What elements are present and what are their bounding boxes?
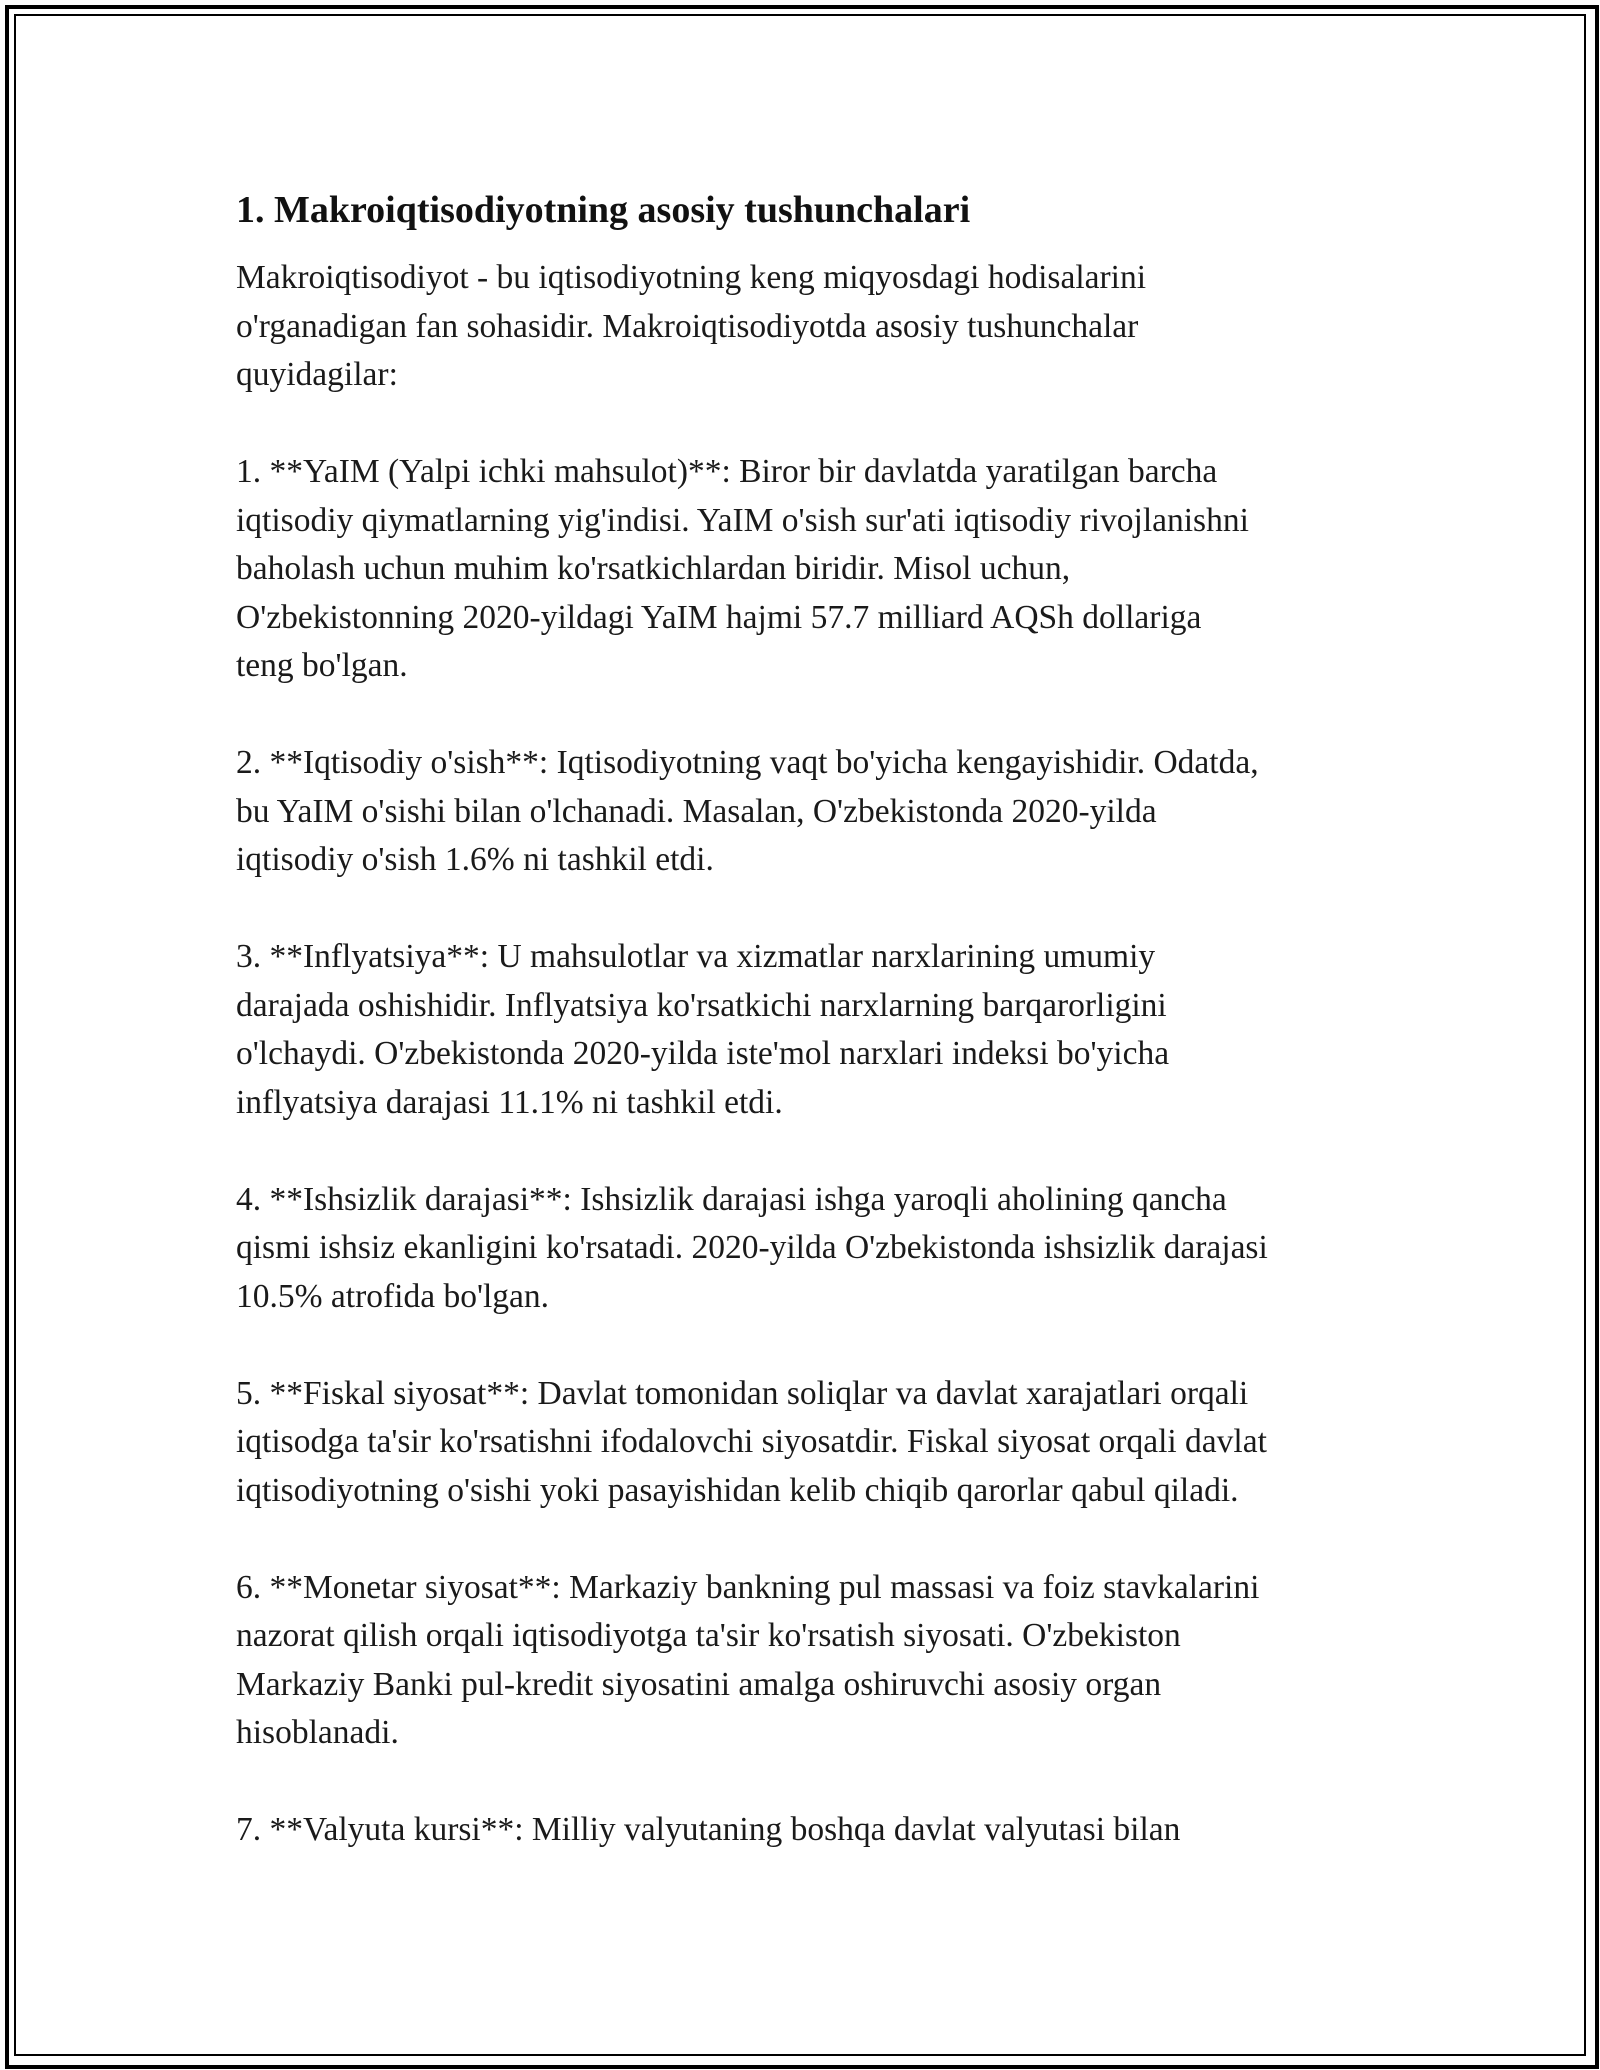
list-item-inflation: 3. **Inflyatsiya**: U mahsulotlar va xizmatlar narxlarining umumiy darajada oshishidir. Inflyatsiya ko'rsatkichi narxlarning barqarorligini o'lchaydi. O'zbekistonda 2020-yilda iste'mol narxlari indeksi bo'yicha inflyatsiya darajasi 11.1% ni tashkil etdi. <box>236 938 1170 1121</box>
intro-paragraph: Makroiqtisodiyot - bu iqtisodiyotning keng miqyosdagi hodisalarini o'rganadigan fan sohasidir. Makroiqtisodiyotda asosiy tushunchalar quyidagilar: <box>236 259 1147 393</box>
list-item-economic-growth: 2. **Iqtisodiy o'sish**: Iqtisodiyotning vaqt bo'yicha kengayishidir. Odatda, bu YaIM o'sishi bilan o'lchanadi. Masalan, O'zbekistonda 2020-yilda iqtisodiy o'sish 1.6% ni tashkil etdi. <box>236 744 1259 878</box>
list-item-fiscal-policy: 5. **Fiskal siyosat**: Davlat tomonidan soliqlar va davlat xarajatlari orqali iqtisodga ta'sir ko'rsatishni ifodalovchi siyosatdir. Fiskal siyosat orqali davlat iqtisodiyotning o'sishi yoki pasayishidan kelib chiqib qarorlar qabul qiladi. <box>236 1374 1267 1509</box>
document-body <box>236 186 1376 1903</box>
section-heading: 1. Makroiqtisodiyotning asosiy tushunchalari <box>236 189 971 231</box>
list-item-exchange-rate: 7. **Valyuta kursi**: Milliy valyutaning boshqa davlat valyutasi bilan <box>236 1811 1181 1848</box>
list-item-gdp: 1. **YaIM (Yalpi ichki mahsulot)**: Biror bir davlatda yaratilgan barcha iqtisodiy qiymatlarning yig'indisi. YaIM o'sish sur'ati iqtisodiy rivojlanishni baholash uchun muhim ko'rsatkichlardan biridir. Misol uchun, O'zbekistonning 2020-yildagi YaIM hajmi 57.7 milliard AQSh dollariga teng bo'lgan. <box>236 453 1249 684</box>
list-item-unemployment: 4. **Ishsizlik darajasi**: Ishsizlik darajasi ishga yaroqli aholining qancha qismi ishsiz ekanligini ko'rsatadi. 2020-yilda O'zbekistonda ishsizlik darajasi 10.5% atrofida bo'lgan. <box>236 1180 1268 1315</box>
list-item-monetary-policy: 6. **Monetar siyosat**: Markaziy bankning pul massasi va foiz stavkalarini nazorat qilish orqali iqtisodiyotga ta'sir ko'rsatish siyosati. O'zbekiston Markaziy Banki pul-kredit siyosatini amalga oshiruvchi asosiy organ hisoblanadi. <box>236 1568 1260 1751</box>
